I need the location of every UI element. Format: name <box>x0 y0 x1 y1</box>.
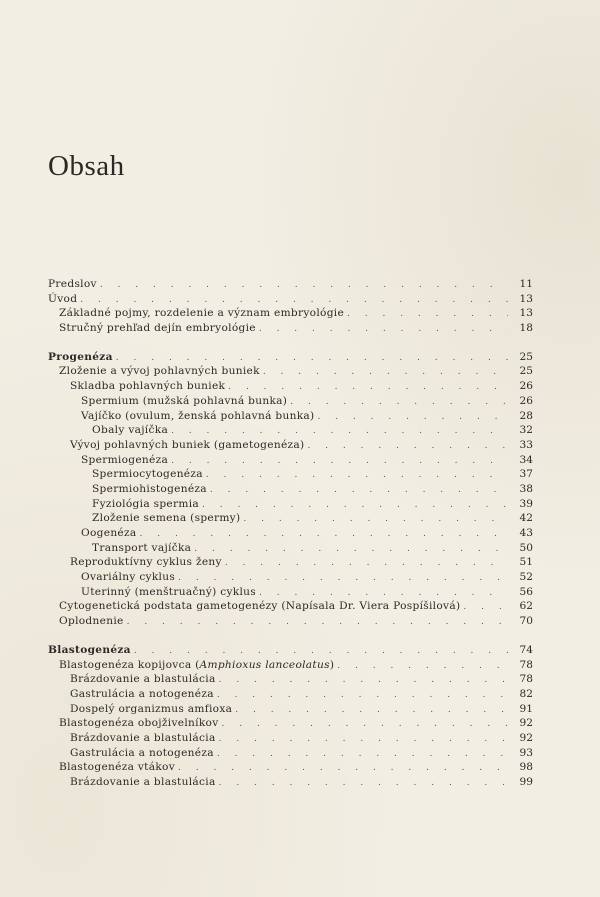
toc-entry <box>48 599 533 614</box>
dot-leader <box>194 542 508 556</box>
dot-leader <box>171 454 508 468</box>
toc-page-number: 70 <box>519 615 533 628</box>
toc-page-number: 98 <box>519 761 533 774</box>
toc-entry <box>48 409 533 424</box>
toc-entry <box>48 511 533 526</box>
toc-page-number: 62 <box>519 600 533 613</box>
toc-entry-title: Spermiocytogenéza <box>92 468 203 481</box>
toc-entry <box>48 438 533 453</box>
toc-entry <box>48 394 533 409</box>
toc-entry <box>48 497 533 512</box>
dot-leader <box>171 424 508 438</box>
dot-leader <box>222 717 509 731</box>
toc-entry-title: Spermiogenéza <box>81 453 169 466</box>
toc-entry-title: Vajíčko (ovulum, ženská pohlavná bunka) <box>81 409 315 422</box>
toc-entry-title: Predslov <box>48 278 97 290</box>
toc-page-number: 13 <box>519 292 533 305</box>
toc-entry <box>48 277 533 292</box>
toc-page-number: 32 <box>519 424 533 437</box>
dot-leader <box>100 278 508 292</box>
toc-entry-title: Stručný prehľad dejín embryológie <box>59 322 256 335</box>
dot-leader <box>228 380 508 394</box>
toc-entry-title: Fyziológia spermia <box>92 497 200 510</box>
toc-page-number: 33 <box>519 438 533 451</box>
dot-leader <box>206 468 508 482</box>
toc-entry <box>48 614 533 629</box>
toc-page-number: 34 <box>519 453 533 466</box>
toc-entry <box>48 423 533 438</box>
toc-entry-title: Transport vajíčka <box>92 541 192 554</box>
dot-leader <box>140 527 508 541</box>
toc-page-number: 42 <box>519 512 533 525</box>
dot-leader <box>217 688 508 702</box>
toc-page-number: 37 <box>519 468 533 481</box>
dot-leader <box>178 571 508 585</box>
toc-entry <box>48 746 533 761</box>
dot-leader <box>307 439 508 453</box>
toc-entry-title: Cytogenetická podstata gametogenézy (Napísala Dr. Viera Pospíšilová) <box>59 600 461 613</box>
toc-page-number: 52 <box>519 571 533 584</box>
dot-leader <box>259 322 508 336</box>
dot-leader <box>337 659 508 673</box>
toc-page-number: 43 <box>519 527 533 539</box>
dot-leader <box>347 307 508 321</box>
toc-entry <box>48 467 533 482</box>
dot-leader <box>235 703 508 717</box>
toc-page-number: 78 <box>519 673 533 686</box>
toc-entry <box>48 555 533 570</box>
toc-entry <box>48 292 533 307</box>
toc-entry-title: Úvod <box>48 292 78 305</box>
section-gap <box>48 336 533 350</box>
toc-entry-title: Ovariálny cyklus <box>81 571 176 584</box>
toc-entry-title: Obaly vajíčka <box>92 424 169 437</box>
toc-page-number: 91 <box>519 702 533 715</box>
toc-entry <box>48 482 533 497</box>
toc-entry-title: Dospelý organizmus amfioxa <box>70 702 233 715</box>
toc-entry <box>48 570 533 585</box>
toc-entry <box>48 526 533 541</box>
toc-entry <box>48 716 533 731</box>
page-title: Obsah <box>48 150 125 182</box>
toc-entry <box>48 702 533 717</box>
toc-page-number: 51 <box>519 556 533 569</box>
section-gap <box>48 629 533 643</box>
toc-entry-title-suffix: ) <box>329 658 335 671</box>
toc-entry-title: Základné pojmy, rozdelenie a význam embryológie <box>59 307 345 320</box>
toc-page-number: 99 <box>519 776 533 788</box>
toc-entry <box>48 731 533 746</box>
toc-page-number: 11 <box>519 278 533 290</box>
toc-page-number: 25 <box>519 350 533 363</box>
toc-entry-title: Blastogenéza vtákov <box>59 761 176 774</box>
toc-page-number: 38 <box>519 482 533 495</box>
dot-leader <box>210 483 508 497</box>
toc-page-number: 28 <box>519 409 533 422</box>
dot-leader <box>290 395 508 409</box>
dot-leader <box>219 673 508 687</box>
toc-entry <box>48 775 533 790</box>
toc-page-number: 92 <box>519 731 533 744</box>
toc-entry-title: Blastogenéza kopijovca (Amphioxus lanceolatus) <box>59 658 335 671</box>
toc-entry-title: Oplodnenie <box>59 615 124 628</box>
dot-leader <box>463 600 508 614</box>
dot-leader <box>202 498 508 512</box>
toc-entry <box>48 585 533 600</box>
toc-entry-title: Gastrulácia a notogenéza <box>70 746 214 759</box>
dot-leader <box>219 732 508 746</box>
toc-entry-title: Progenéza <box>48 350 113 363</box>
toc-entry-title: Zloženie semena (spermy) <box>92 512 241 525</box>
dot-leader <box>243 512 508 526</box>
toc-entry-title: Brázdovanie a blastulácia <box>70 731 216 744</box>
toc-entry-title-italic: Amphioxus lanceolatus <box>199 658 330 671</box>
toc-page-number: 82 <box>519 687 533 700</box>
toc-entry <box>48 379 533 394</box>
toc-page-number: 50 <box>519 541 533 554</box>
toc-section-heading <box>48 643 533 658</box>
toc-entry <box>48 364 533 379</box>
dot-leader <box>127 615 508 629</box>
toc-entry-title: Reproduktívny cyklus ženy <box>70 556 222 569</box>
toc-entry <box>48 306 533 321</box>
show-through-text <box>300 40 560 310</box>
toc-entry-title: Spermiohistogenéza <box>92 482 207 495</box>
toc-entry <box>48 658 533 673</box>
dot-leader <box>116 351 508 365</box>
toc-page-number: 78 <box>519 658 533 671</box>
toc-page-number: 26 <box>519 380 533 393</box>
table-of-contents <box>48 277 533 790</box>
toc-page-number: 92 <box>519 717 533 730</box>
dot-leader <box>259 586 508 600</box>
toc-entry-title: Uterinný (menštruačný) cyklus <box>81 585 256 598</box>
toc-page-number: 74 <box>519 643 533 656</box>
toc-page-number: 56 <box>519 585 533 598</box>
dot-leader <box>219 776 508 790</box>
toc-entry-title: Blastogenéza <box>48 643 131 656</box>
toc-page-number: 13 <box>519 307 533 320</box>
toc-entry <box>48 687 533 702</box>
dot-leader <box>263 365 508 379</box>
toc-page-number: 18 <box>519 322 533 335</box>
toc-entry <box>48 672 533 687</box>
dot-leader <box>178 761 508 775</box>
toc-page-number: 26 <box>519 394 533 407</box>
toc-entry <box>48 453 533 468</box>
toc-entry-title: Brázdovanie a blastulácia <box>70 673 216 686</box>
toc-entry-title: Spermium (mužská pohlavná bunka) <box>81 394 288 407</box>
toc-page-number: 93 <box>519 746 533 759</box>
toc-entry-title: Blastogenéza obojživelníkov <box>59 717 219 730</box>
toc-entry <box>48 760 533 775</box>
toc-entry <box>48 541 533 556</box>
dot-leader <box>317 410 508 424</box>
toc-entry-title: Gastrulácia a notogenéza <box>70 687 214 700</box>
dot-leader <box>225 556 508 570</box>
toc-entry <box>48 321 533 336</box>
toc-entry-title: Oogenéza <box>81 527 137 539</box>
toc-entry-title: Zloženie a vývoj pohlavných buniek <box>59 365 260 378</box>
toc-page-number: 25 <box>519 365 533 378</box>
toc-entry-title: Skladba pohlavných buniek <box>70 380 226 393</box>
dot-leader <box>134 644 508 658</box>
toc-entry-title: Vývoj pohlavných buniek (gametogenéza) <box>70 438 305 451</box>
dot-leader <box>80 293 508 307</box>
toc-section-heading <box>48 350 533 365</box>
toc-page-number: 39 <box>519 497 533 510</box>
toc-entry-title: Brázdovanie a blastulácia <box>70 776 216 788</box>
dot-leader <box>217 747 508 761</box>
